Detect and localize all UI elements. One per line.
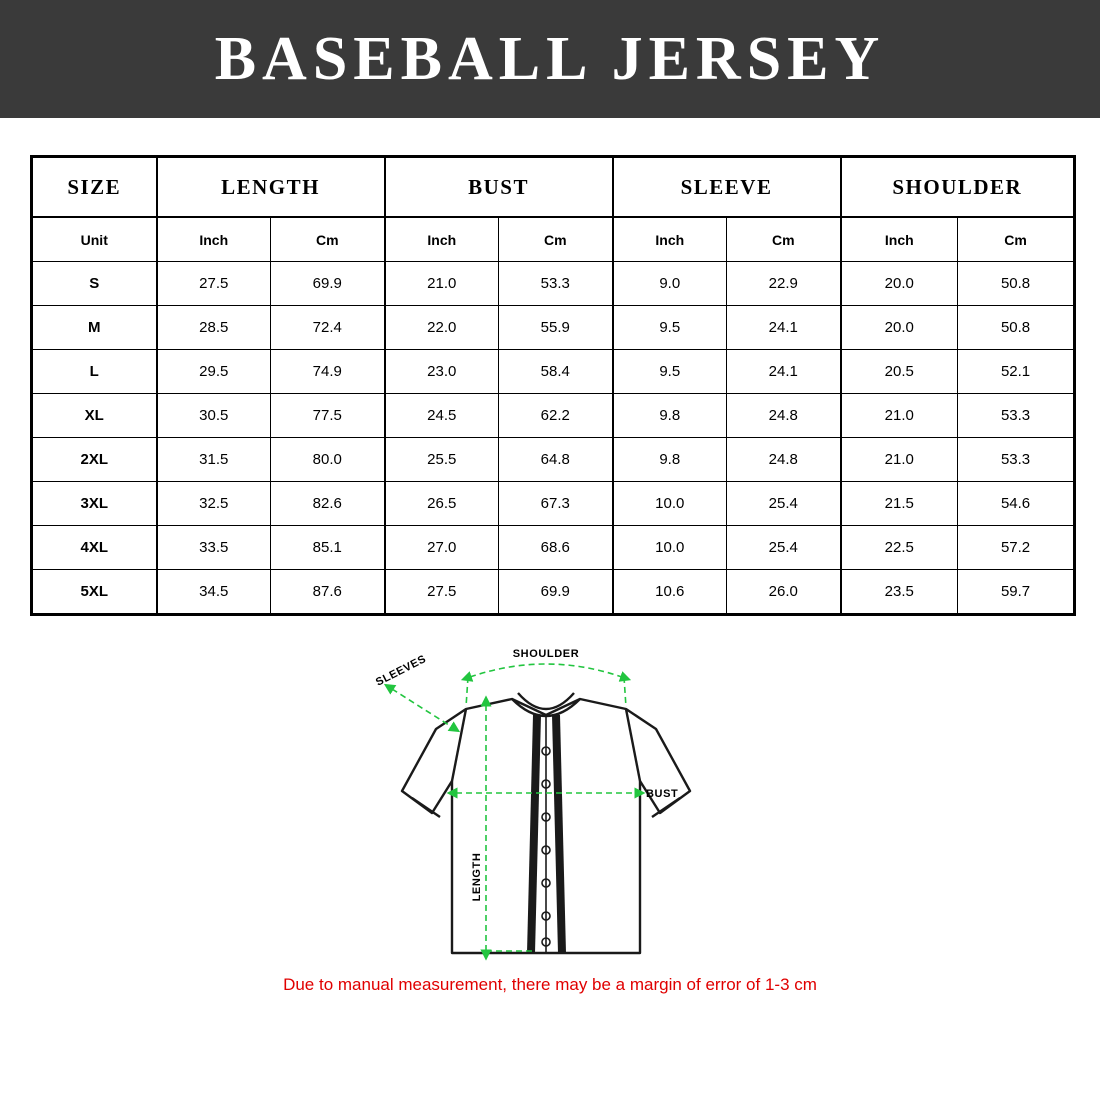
cell-sleeve-inch: 10.0	[613, 526, 727, 570]
cell-bust-cm: 67.3	[499, 482, 613, 526]
cell-length-inch: 31.5	[157, 438, 271, 482]
unit-cell-shoulder-inch: Inch	[841, 217, 958, 262]
cell-size: XL	[32, 394, 157, 438]
cell-sleeve-cm: 24.8	[727, 438, 841, 482]
cell-shoulder-inch: 20.5	[841, 350, 958, 394]
column-group-sleeve: SLEEVE	[613, 157, 841, 218]
unit-cell-sleeve-inch: Inch	[613, 217, 727, 262]
size-chart-body	[32, 262, 1075, 615]
cell-sleeve-cm: 22.9	[727, 262, 841, 306]
cell-length-cm: 87.6	[271, 570, 385, 615]
cell-bust-inch: 21.0	[385, 262, 499, 306]
cell-sleeve-cm: 24.1	[727, 350, 841, 394]
unit-cell-length-inch: Inch	[157, 217, 271, 262]
cell-shoulder-inch: 20.0	[841, 262, 958, 306]
cell-shoulder-cm: 50.8	[958, 306, 1075, 350]
cell-sleeve-inch: 10.6	[613, 570, 727, 615]
cell-bust-inch: 27.0	[385, 526, 499, 570]
column-group-shoulder: SHOULDER	[841, 157, 1075, 218]
unit-cell-shoulder-cm: Cm	[958, 217, 1075, 262]
cell-sleeve-cm: 24.1	[727, 306, 841, 350]
cell-length-cm: 85.1	[271, 526, 385, 570]
cell-shoulder-cm: 59.7	[958, 570, 1075, 615]
table-unit-row	[32, 217, 1075, 262]
header-banner	[0, 0, 1100, 118]
cell-shoulder-inch: 20.0	[841, 306, 958, 350]
cell-length-inch: 34.5	[157, 570, 271, 615]
table-row	[32, 526, 1075, 570]
table-row	[32, 438, 1075, 482]
cell-shoulder-inch: 21.0	[841, 438, 958, 482]
cell-shoulder-inch: 22.5	[841, 526, 958, 570]
cell-length-inch: 27.5	[157, 262, 271, 306]
diagram-label-length: LENGTH	[471, 852, 483, 902]
cell-bust-inch: 26.5	[385, 482, 499, 526]
cell-bust-cm: 58.4	[499, 350, 613, 394]
cell-bust-cm: 68.6	[499, 526, 613, 570]
cell-shoulder-cm: 53.3	[958, 394, 1075, 438]
unit-cell-bust-cm: Cm	[499, 217, 613, 262]
cell-bust-inch: 23.0	[385, 350, 499, 394]
cell-length-inch: 30.5	[157, 394, 271, 438]
cell-length-inch: 28.5	[157, 306, 271, 350]
cell-bust-cm: 64.8	[499, 438, 613, 482]
cell-shoulder-inch: 21.0	[841, 394, 958, 438]
page-title: BASEBALL JERSEY	[214, 24, 886, 93]
cell-size: 2XL	[32, 438, 157, 482]
cell-length-cm: 82.6	[271, 482, 385, 526]
table-row	[32, 262, 1075, 306]
cell-length-cm: 80.0	[271, 438, 385, 482]
cell-size: 4XL	[32, 526, 157, 570]
cell-sleeve-inch: 9.8	[613, 438, 727, 482]
column-group-bust: BUST	[385, 157, 613, 218]
table-row	[32, 306, 1075, 350]
cell-sleeve-cm: 25.4	[727, 526, 841, 570]
diagram-label-sleeves: SLEEVES	[373, 653, 429, 689]
jersey-placket	[531, 715, 562, 953]
jersey-diagram-svg	[340, 641, 760, 971]
cell-shoulder-cm: 54.6	[958, 482, 1075, 526]
diagram-label-bust: BUST	[646, 788, 679, 800]
cell-length-cm: 69.9	[271, 262, 385, 306]
cell-shoulder-cm: 50.8	[958, 262, 1075, 306]
cell-length-inch: 33.5	[157, 526, 271, 570]
measurement-note: Due to manual measurement, there may be a margin of error of 1-3 cm	[283, 975, 817, 994]
table-group-header-row	[32, 157, 1075, 218]
cell-shoulder-inch: 23.5	[841, 570, 958, 615]
cell-bust-inch: 22.0	[385, 306, 499, 350]
unit-cell-length-cm: Cm	[271, 217, 385, 262]
column-group-length: LENGTH	[157, 157, 385, 218]
cell-bust-cm: 69.9	[499, 570, 613, 615]
cell-shoulder-inch: 21.5	[841, 482, 958, 526]
cell-sleeve-cm: 24.8	[727, 394, 841, 438]
cell-bust-cm: 55.9	[499, 306, 613, 350]
cell-bust-inch: 27.5	[385, 570, 499, 615]
cell-shoulder-cm: 52.1	[958, 350, 1075, 394]
cell-length-cm: 77.5	[271, 394, 385, 438]
diagram-label-shoulder: SHOULDER	[512, 648, 580, 660]
cell-sleeve-inch: 9.8	[613, 394, 727, 438]
cell-size: S	[32, 262, 157, 306]
table-row	[32, 350, 1075, 394]
unit-cell-bust-inch: Inch	[385, 217, 499, 262]
cell-length-inch: 32.5	[157, 482, 271, 526]
table-row	[32, 570, 1075, 615]
cell-length-cm: 72.4	[271, 306, 385, 350]
cell-length-inch: 29.5	[157, 350, 271, 394]
cell-bust-inch: 24.5	[385, 394, 499, 438]
cell-size: 5XL	[32, 570, 157, 615]
size-chart-container	[30, 155, 1070, 616]
cell-length-cm: 74.9	[271, 350, 385, 394]
cell-sleeve-inch: 10.0	[613, 482, 727, 526]
cell-sleeve-cm: 26.0	[727, 570, 841, 615]
table-row	[32, 394, 1075, 438]
cell-size: L	[32, 350, 157, 394]
cell-sleeve-inch: 9.0	[613, 262, 727, 306]
cell-sleeve-inch: 9.5	[613, 306, 727, 350]
cell-sleeve-cm: 25.4	[727, 482, 841, 526]
table-row	[32, 482, 1075, 526]
unit-cell-label: Unit	[32, 217, 157, 262]
cell-sleeve-inch: 9.5	[613, 350, 727, 394]
cell-bust-cm: 62.2	[499, 394, 613, 438]
measurement-diagram	[0, 641, 1100, 1041]
size-chart-table	[30, 155, 1076, 616]
column-group-size: SIZE	[32, 157, 157, 218]
cell-shoulder-cm: 57.2	[958, 526, 1075, 570]
cell-shoulder-cm: 53.3	[958, 438, 1075, 482]
unit-cell-sleeve-cm: Cm	[727, 217, 841, 262]
cell-size: M	[32, 306, 157, 350]
cell-size: 3XL	[32, 482, 157, 526]
cell-bust-cm: 53.3	[499, 262, 613, 306]
cell-bust-inch: 25.5	[385, 438, 499, 482]
